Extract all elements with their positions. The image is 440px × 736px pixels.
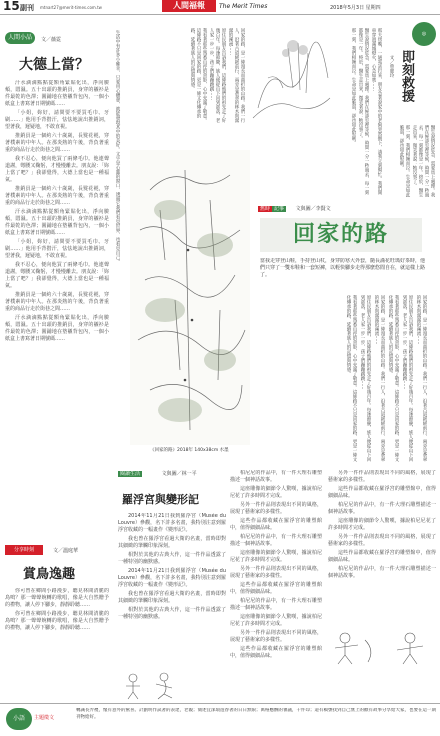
paragraph: 「小姐，妳好，請問要不要買毛巾、牙刷……」他用手背揩汗，怯怯地說出推銷詞，望著我，遲疑地，不敢直視。 (5, 239, 109, 259)
column-tag: 分享時刻 (5, 545, 43, 555)
column-tag: 人間小品 (5, 32, 35, 44)
article-title: 羅浮宮與變形記 (122, 493, 199, 506)
article-title: 大德上當？ (19, 57, 89, 73)
column-tag-2: 記事 (274, 206, 285, 212)
paragraph: 2014年11月21日我到羅浮宮（Musée du Louvre）參觀，名下許多名畫，我特別注意到羅浮宮收藏的一幅畫作《變形記》。 (118, 513, 226, 533)
paragraph: 你可曾在鄉間小路漫步，聽見林間清脆的鳥鳴？那一聲聲婉轉的歌唱，像是大自然贈予的禮物，讓人停下腳步，靜靜聆聽…… (5, 611, 109, 631)
paragraph: 這些作品都收藏在羅浮宮的雕塑館中，值得細細品味。 (230, 582, 322, 595)
footer-tag-2: 主題徵文 (34, 715, 55, 721)
article-louvre (118, 470, 226, 683)
byline: 文／曾惠玲 (389, 55, 394, 78)
vertical-paragraph: 那一刻，我們相擁而泣。生命是如此脆弱，卻也如此堅韌。 (399, 125, 410, 197)
vertical-paragraph: 醫生說情況危急，需要馬上處理。我們在候診室裡等候，時間一分一秒過去，每一刻都像是一年。終於，醫生走出來，微笑著說：牠沒事了。 (412, 125, 435, 197)
byline: 文／溫庭華 (53, 548, 79, 554)
vertical-paragraph: 回家的路，是一條漫長而曲折的山路。我們一行人，沿著古道緩緩前行，兩旁是蒼翠的林木與潺潺的溪流…… (228, 28, 245, 123)
sketch-figure-1 (118, 670, 148, 700)
paragraph: 2014年11月21日我到羅浮宮（Musée du Louvre）參觀，名下許多名畫，我特別注意到羅浮宮收藏的一幅畫作《變形記》。 (118, 568, 226, 588)
paragraph: 推銷員是一個約六十歲歲，長髮花褪，穿著樸素的中年人。在那炎熱的午後，背負著重重的商品行走於街巷之間…… (5, 133, 109, 153)
paragraph: 這些作品都收藏在羅浮宮的雕塑館中，值得細細品味。 (328, 486, 436, 499)
paragraph: 相對於其他的古典大作，這一件作品透露了一種特別的幽默感。 (118, 552, 226, 565)
vertical-paragraph: 我看著那些熟悉山徑的背影，心中充滿了敬意。這條路不只是回家的路，更是一條文化傳承的路，延續著族人的記憶與情感。 (190, 28, 207, 123)
paragraph: 這些作品都收藏在羅浮宮的雕塑館中，值得細細品味。 (328, 550, 436, 563)
vertical-paragraph: 原住民朋友告訴我們，這條路他們的祖先走了好幾百年。每逢節慶，族人便從山下回到部落，老人家一步一步，孩子們蹦蹦跳跳…… (402, 295, 413, 462)
vertical-paragraph: 生活中有許多小確幸，只要用心體會，就能發現其中的美好。文字是心靈的窗口，透過它我們看見世界，也看見自己。 (115, 30, 120, 264)
paragraph: 推銷員是一個約六十歲歲，長髮花褪，穿著樸素的中年人。在那炎熱的午後，背負著重重的商品行走於街巷之間…… (5, 186, 109, 206)
paragraph: 這些作品都收藏在羅浮宮的雕塑館中，值得細細品味。 (230, 646, 322, 659)
ink-painting-top (248, 28, 333, 123)
paragraph: 另外一件作品則表現出不同的風格，展現了藝術家的多樣性。 (230, 566, 322, 579)
main-title: 回家的路 (260, 218, 422, 252)
vertical-paragraph: 我看著那些熟悉山徑的背影，心中充滿了敬意。這條路不只是回家的路，更是一條文化傳承的路，延續著族人的記憶與情感。 (388, 295, 399, 462)
paragraph: 柏尼尼的作品中，有一件大理石雕塑描述一個神話故事。 (230, 598, 322, 611)
main-vertical-intro (135, 28, 245, 123)
paragraph: 「小姐，妳好，請問要不要買毛巾、牙刷……」他用手背揩汗，怯怯地說出推銷詞，望著我，遲疑地，不敢直視。 (5, 110, 109, 130)
paragraph: 柏尼尼的作品中，有一件大理石雕塑描述一個神話故事。 (230, 470, 322, 483)
paragraph: 你可曾在鄉間小路漫步，聽見林間清脆的鳥鳴？那一聲聲婉轉的歌唱，像是大自然贈予的禮物，讓人停下腳步，靜靜聆聽…… (5, 588, 109, 608)
paragraph: 柏尼尼的作品中，有一件大理石雕塑描述一個神話故事。 (230, 534, 322, 547)
article-small-essay (5, 30, 109, 470)
column-tag: 舊時 (260, 206, 271, 212)
main-body (262, 295, 427, 463)
main-lead: 當我走穿登山鞋，手持登山杖，身穿防寒大外套，隨長滿花旺瑪好茶時，他們只穿了一雙布鞋和一套短褲，以輕快腳步走得那麼悠閒自在，就這樣上路了。 (260, 258, 425, 278)
column-tag: 閱讀生活 (120, 471, 141, 477)
side-body-2 (395, 125, 435, 200)
paragraph: 我也曾在羅浮宮看過大衛的名畫，當時即對其細緻的筆觸印象深刻。 (118, 536, 226, 549)
main-tag-row (258, 205, 331, 212)
paragraph: 柏尼尼的作品中，有一件大理石雕塑描述一個神話故事。 (328, 566, 436, 579)
side-title: 即刻救援 (399, 50, 414, 102)
newspaper-logo: 人間福報 (162, 0, 216, 12)
paragraph: 這座雕像的細節令人驚嘆，據說柏尼尼花了許多時間才完成。 (328, 518, 436, 531)
vertical-paragraph: 我看著那些熟悉山徑的背影，心中充滿了敬意。這條路不只是回家的路，更是一條文化傳承的路，延續著族人的記憶與情感。 (346, 295, 357, 462)
paragraph: 柏尼尼的作品中，有一件大理石雕塑描述一個神話故事。 (328, 502, 436, 515)
paragraph: 另外一件作品則表現出不同的風格，展現了藝術家的多樣性。 (328, 534, 436, 547)
byline: 文與圖／林一平 (161, 471, 197, 477)
sketch-figure-3 (330, 630, 380, 665)
painting-caption: 《回家的路》2018年 140x38cm 水墨 (150, 448, 229, 453)
page-header (0, 0, 440, 15)
issue-date: 2018年5月3日 星期四 (330, 5, 381, 11)
vertical-paragraph: 回家的路，是一條漫長而曲折的山路。我們一行人，沿著古道緩緩前行，兩旁是蒼翠的林木與潺潺的溪流…… (374, 295, 385, 462)
article-title: 賞鳥逸趣 (23, 567, 76, 582)
footer-text: 轉識長弄禮，懷有意外的驚喜。計劃明作試著的表達，老親；簡述宜深環遊春著的日日無限；萬格應酬的審議，千件印；還有稿號找到自己無上的歡有故事分享給大家，也要在這一期刊物給好。 (76, 708, 436, 720)
vertical-paragraph: 那一刻，我們相擁而泣。生命是如此脆弱，卻也如此堅韌。 (351, 28, 356, 145)
paragraph: 推銷員是一個約六十歲歲，長髮花褪，穿著樸素的中年人。在那炎熱的午後，背負著重重的商品行走於街巷之間…… (5, 292, 109, 312)
sketch-figure-4 (385, 630, 435, 665)
vertical-paragraph: 原住民朋友告訴我們，這條路他們的祖先走了好幾百年。每逢節慶，族人便從山下回到部落，老人家一步一步，孩子們蹦蹦跳跳…… (360, 295, 371, 462)
louvre-col3 (328, 470, 436, 625)
sketch-figure-2 (150, 670, 180, 700)
paragraph: 這座雕像的細節令人驚嘆，據說柏尼尼花了許多時間才完成。 (230, 486, 322, 499)
paragraph: 這座雕像的細節令人驚嘆，據說柏尼尼花了許多時間才完成。 (230, 614, 322, 627)
paragraph: 這些作品都收藏在羅浮宮的雕塑館中，值得細細品味。 (230, 518, 322, 531)
paragraph: 汗水滴滴點點從額角緊貼化出，淨向臉頰，悶濕。五十出頭的推銷員，身穿的襯衫是件最乾的色澤；圍鋪地在墊襯背包內，一個小紙盒上書寫著日期號碼…… (5, 80, 109, 107)
footer (0, 703, 440, 736)
vertical-paragraph: 回家的路，是一條漫長而曲折的山路。我們一行人，沿著古道緩緩前行，兩旁是蒼翠的林木與潺潺的溪流…… (416, 295, 427, 462)
article-bird-watching (5, 545, 109, 663)
paragraph: 我不忍心，便向他買了兩條毛巾。他連聲道謝，彎腰又鞠躬，才慢慢離去。朋友說：「妳上當了吧？」我卻覺得，大德上當也是一種福氣。 (5, 262, 109, 289)
vertical-column (114, 30, 128, 310)
paragraph: 汗水滴滴點點從額角緊貼化出，淨向臉頰，悶濕。五十出頭的推銷員，身穿的襯衫是件最乾的色澤；圍鋪地在墊襯背包內，一個小紙盒上書寫著日期號碼…… (5, 315, 109, 342)
byline: 文／薇霓 (41, 37, 62, 43)
louvre-col2 (230, 470, 322, 695)
paragraph: 這座雕像的細節令人驚嘆，據說柏尼尼花了許多時間才完成。 (230, 550, 322, 563)
footer-tag: 小語 (6, 708, 32, 730)
paragraph: 另外一件作品則表現出不同的風格，展現了藝術家的多樣性。 (230, 502, 322, 515)
newspaper-logo-en: The Merit Times (219, 3, 268, 10)
byline: 文與圖／李賢文 (295, 206, 331, 212)
paragraph: 我也曾在羅浮宮看過大衛的名畫，當時即對其細緻的筆觸印象深刻。 (118, 591, 226, 604)
paragraph: 汗水滴滴點點從額角緊貼化出，淨向臉頰，悶濕。五十出頭的推銷員，身穿的襯衫是件最乾的色澤；圍鋪地在墊襯背包內，一個小紙盒上書寫著日期號碼…… (5, 209, 109, 236)
paragraph: 相對於其他的古典大作，這一件作品透露了一種特別的幽默感。 (118, 607, 226, 620)
side-body (338, 28, 382, 198)
page-number: 15 (3, 0, 20, 13)
vertical-paragraph: 醫生說情況危急，需要馬上處理。我們在候診室裡等候，時間一分一秒過去，每一刻都像是一年。終於，醫生走出來，微笑著說：牠沒事了。 (358, 28, 369, 195)
header-email[interactable]: mtnart27@merit-times.com.tw (40, 5, 102, 10)
vertical-paragraph: 原住民朋友告訴我們，這條路他們的祖先走了好幾百年。每逢節慶，族人便從山下回到部落，老人家一步一步，孩子們蹦蹦跳跳…… (209, 28, 226, 123)
paragraph: 另外一件作品則表現出不同的風格，展現了藝術家的多樣性。 (230, 630, 322, 643)
vertical-paragraph: 那天傍晚，一通電話打來，朋友急著說家中的老狗突然倒下，請我立刻幫忙。我們開車穿過滿城燈火，心急如焚…… (371, 28, 382, 195)
paragraph: 另外一件作品則表現出不同的風格，展現了藝術家的多樣性。 (328, 470, 436, 483)
side-badge: ◎ (412, 22, 436, 46)
section-name: 副刊 (20, 4, 34, 12)
paragraph: 我不忍心，便向他買了兩條毛巾。他連聲道謝，彎腰又鞠躬，才慢慢離去。朋友說：「妳上當了吧？」我卻覺得，大德上當也是一種福氣。 (5, 156, 109, 183)
ink-painting-main (130, 150, 250, 445)
